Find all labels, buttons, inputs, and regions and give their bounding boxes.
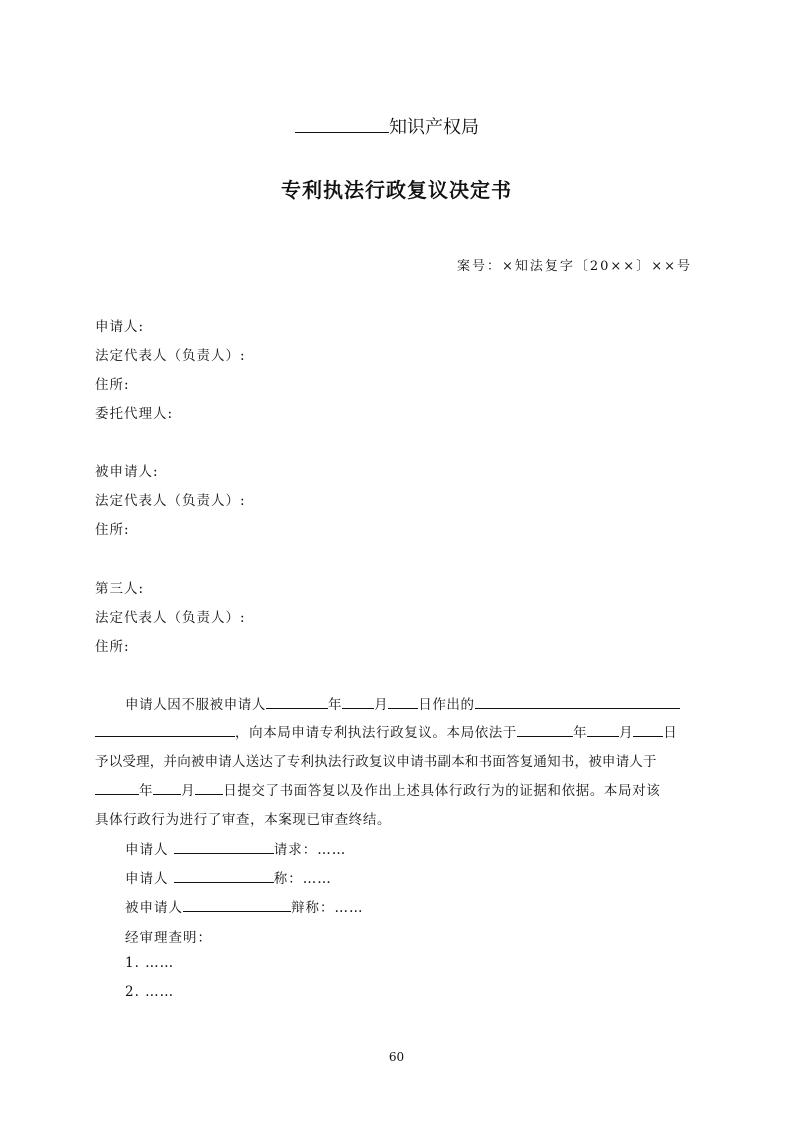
finding-item-2: 2. …… (125, 984, 175, 1000)
blank-accept-day[interactable] (633, 722, 663, 737)
applicant-agent-label: 委托代理人: (95, 406, 174, 422)
finding-item-1: 1. …… (125, 955, 175, 971)
body-line-5: 具体行政行为进行了审查，本案现已审查终结。 (95, 812, 392, 828)
respondent-rep-label: 法定代表人（负责人）: (95, 493, 246, 509)
third-party-rep-label: 法定代表人（负责人）: (95, 610, 246, 626)
body-line-2: ，向本局申请专利执法行政复议。本局依法于 年 月 日 (95, 721, 695, 741)
blank-reply-day[interactable] (195, 780, 223, 795)
blank-accept-year[interactable] (517, 722, 573, 737)
blank-accept-month[interactable] (587, 722, 619, 737)
blank-request-name[interactable] (174, 839, 274, 854)
third-party-address-label: 住所: (95, 639, 130, 655)
body-line-3: 予以受理，并向被申请人送达了专利执法行政复议申请书副本和书面答复通知书，被申请人于 (95, 754, 657, 770)
office-suffix: 知识产权局 (389, 117, 479, 138)
applicant-request: 申请人 请求：…… (125, 838, 346, 858)
blank-reply-year[interactable] (95, 780, 139, 795)
applicant-address-label: 住所: (95, 377, 130, 393)
blank-claim-name[interactable] (174, 868, 274, 883)
blank-respondent-name[interactable] (266, 694, 328, 709)
applicant-label: 申请人: (95, 319, 145, 335)
blank-reply-month[interactable] (153, 780, 181, 795)
blank-decision-number[interactable] (95, 722, 235, 737)
office-name-blank[interactable] (295, 114, 389, 133)
applicant-rep-label: 法定代表人（负责人）: (95, 348, 246, 364)
respondent-address-label: 住所: (95, 522, 130, 538)
blank-decision-month[interactable] (342, 694, 374, 709)
blank-decision-day[interactable] (388, 694, 418, 709)
third-party-label: 第三人: (95, 581, 145, 597)
body-line-1: 申请人因不服被申请人 年 月 日作出的 (95, 693, 695, 713)
respondent-label: 被申请人: (95, 464, 159, 480)
page-number: 60 (388, 1050, 405, 1064)
document-title: 专利执法行政复议决定书 (281, 178, 512, 202)
case-number: 案号：×知法复字〔20××〕××号 (456, 259, 692, 274)
body-line-4: 年 月 日提交了书面答复以及作出上述具体行政行为的证据和依据。本局对该 (95, 779, 695, 799)
issuing-office (295, 113, 479, 139)
respondent-defense: 被申请人 辩称：…… (125, 896, 364, 916)
blank-decision-title[interactable] (475, 694, 680, 709)
blank-defense-name[interactable] (183, 897, 291, 912)
findings-heading: 经审理查明： (125, 930, 212, 946)
applicant-claim: 申请人 称：…… (125, 867, 332, 887)
